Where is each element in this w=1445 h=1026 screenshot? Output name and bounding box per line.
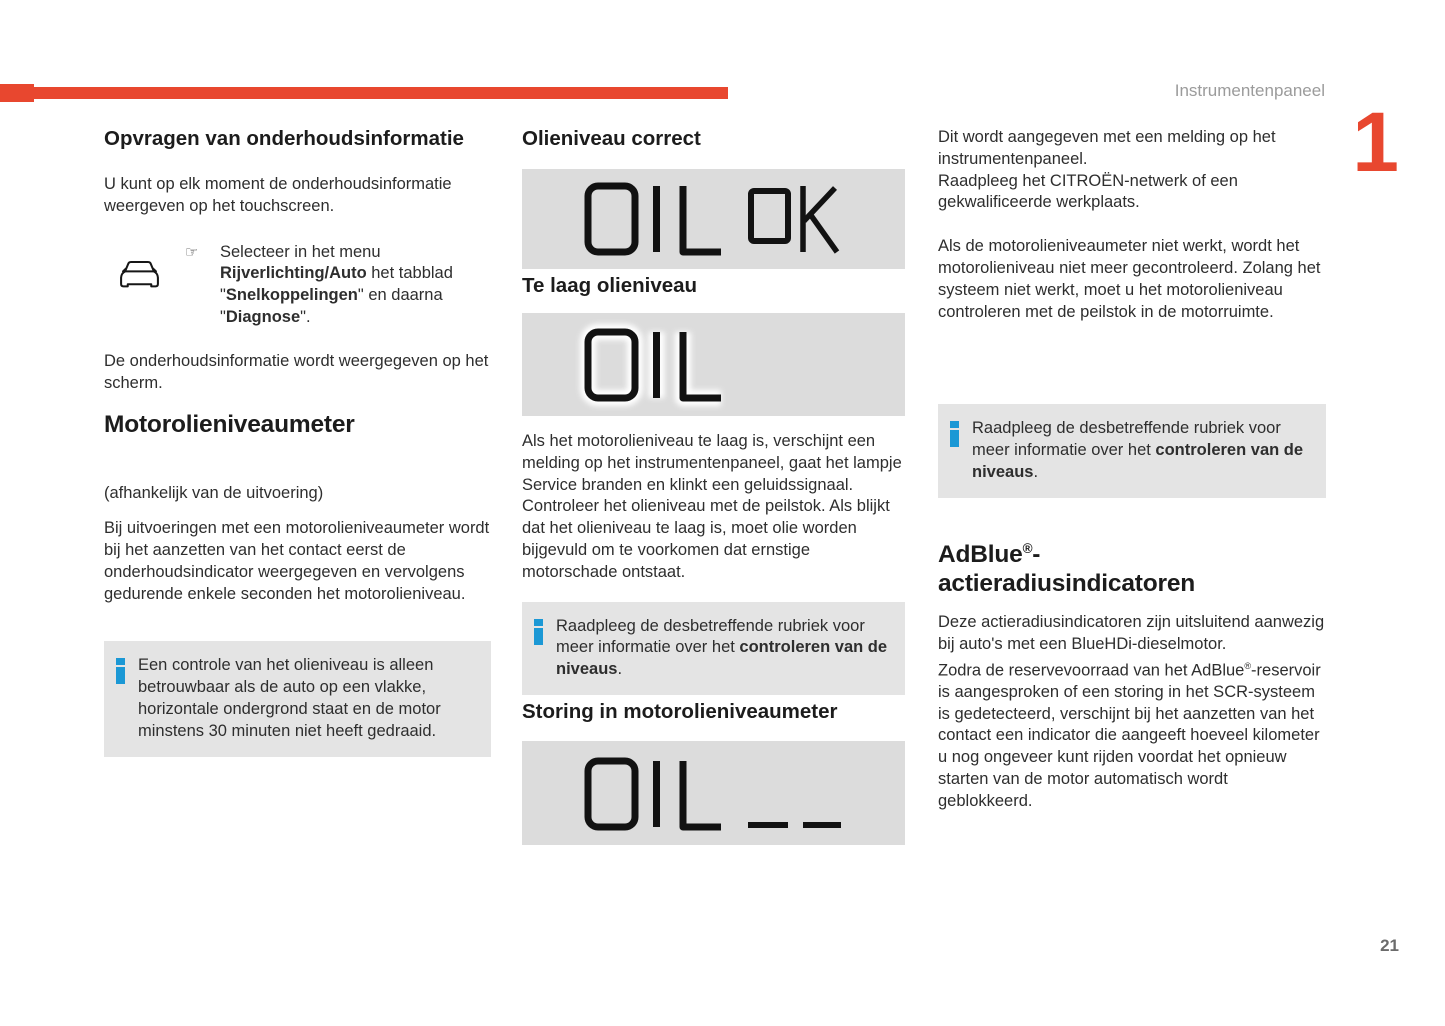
section-heading-oil-fault: Storing in motorolieniveaumeter <box>522 699 838 723</box>
paragraph-message-2: Raadpleeg het CITROËN-netwerk of een gekwalificeerde werkplaats. <box>938 171 1238 212</box>
paragraph-adblue-2: Zodra de reservevoorraad van het AdBlue®-reservoir is aangesproken of een storing in het SCR-systeem is gedetecteerd, verschijnt bij het aanzetten van het contact een indicator die aangeeft hoeveel kilometer u nog ongeveer kunt rijden voordat het opnieuw starten van de motor automatisch wordt geblokkeerd. <box>938 660 1321 810</box>
procedure-text: Selecteer in het menu Rijverlichting/Auto het tabblad "Snelkoppelingen" en daarna "Diagnose". <box>220 242 453 326</box>
section-heading-oil-ok: Olieniveau correct <box>522 127 701 150</box>
info-box-levels <box>938 404 1326 497</box>
paragraph-depending-on-version: (afhankelijk van de uitvoering) <box>104 484 324 503</box>
paragraph-adblue-1: Deze actieradiusindicatoren zijn uitsluitend aanwezig bij auto's met een BlueHDi-dieselmotor. <box>938 612 1325 653</box>
column-maintenance-info <box>104 122 491 757</box>
paragraph-versions: Bij uitvoeringen met een motorolieniveaumeter wordt bij het aanzetten van het contact eerst de onderhoudsindicator weergegeven en vervolgens gedurende enkele seconden het motorolieniveau. <box>104 519 490 603</box>
info-box-text: Raadpleeg de desbetreffende rubriek voor meer informatie over het controleren van de niveaus. <box>972 419 1304 481</box>
section-heading-oil-gauge: Motorolieniveaumeter <box>104 411 355 439</box>
info-icon <box>950 421 959 483</box>
car-icon <box>104 242 185 329</box>
paragraph-oil-low-2: Controleer het olieniveau met de peilstok. Als blijkt dat het olieniveau te laag is, moet olie worden bijgevuld om te voorkomen dat ernstige motorschade ontstaat. <box>522 497 890 581</box>
paragraph-gauge-not-working: Als de motorolieniveaumeter niet werkt, wordt het motorolieniveau niet meer gecontroleerd. Zolang het systeem niet werkt, moet u het motorolieniveau controleren met de peilstok in de motorruimte. <box>938 237 1321 321</box>
info-icon <box>116 658 125 742</box>
info-box-oil-check <box>104 641 491 756</box>
running-header: Instrumentenpaneel <box>1174 81 1325 100</box>
oil-fault-display <box>522 741 905 845</box>
paragraph-oil-low-1: Als het motorolieniveau te laag is, verschijnt een melding op het instrumentenpaneel, gaat het lampje Service branden en klinkt een geluidssignaal. <box>522 432 902 494</box>
oil-ok-display <box>522 169 905 269</box>
procedure-block <box>104 242 491 329</box>
column-oil-displays <box>522 122 905 845</box>
pointer-hand-icon: ☞ <box>185 242 199 261</box>
info-box-levels <box>522 602 905 695</box>
paragraph-touchscreen: U kunt op elk moment de onderhoudsinformatie weergeven op het touchscreen. <box>104 175 452 215</box>
oil-low-display <box>522 313 905 416</box>
page-number: 21 <box>1380 936 1399 955</box>
section-heading-maintenance: Opvragen van onderhoudsinformatie <box>104 127 464 150</box>
chapter-number-tab: 1 <box>1352 95 1399 189</box>
paragraph-message-1: Dit wordt aangegeven met een melding op het instrumentenpaneel. <box>938 128 1276 168</box>
info-icon <box>534 619 543 681</box>
section-heading-adblue: AdBlue®- actieradiusindicatoren <box>938 540 1196 597</box>
red-accent-bar <box>0 87 728 99</box>
oil-fault-display-graphic <box>522 741 905 845</box>
oil-low-display-graphic <box>522 313 905 416</box>
info-box-text: Een controle van het olieniveau is alleen betrouwbaar als de auto op een vlakke, horizontale ondergrond staat en de motor minstens 30 minuten niet heeft gedraaid. <box>138 656 441 740</box>
section-heading-oil-low: Te laag olieniveau <box>522 274 698 297</box>
paragraph-shown-on-screen: De onderhoudsinformatie wordt weergegeven op het scherm. <box>104 351 489 392</box>
oil-ok-display-graphic <box>522 169 905 269</box>
column-adblue <box>938 122 1326 813</box>
info-box-text: Raadpleeg de desbetreffende rubriek voor meer informatie over het controleren van de niveaus. <box>556 616 888 679</box>
